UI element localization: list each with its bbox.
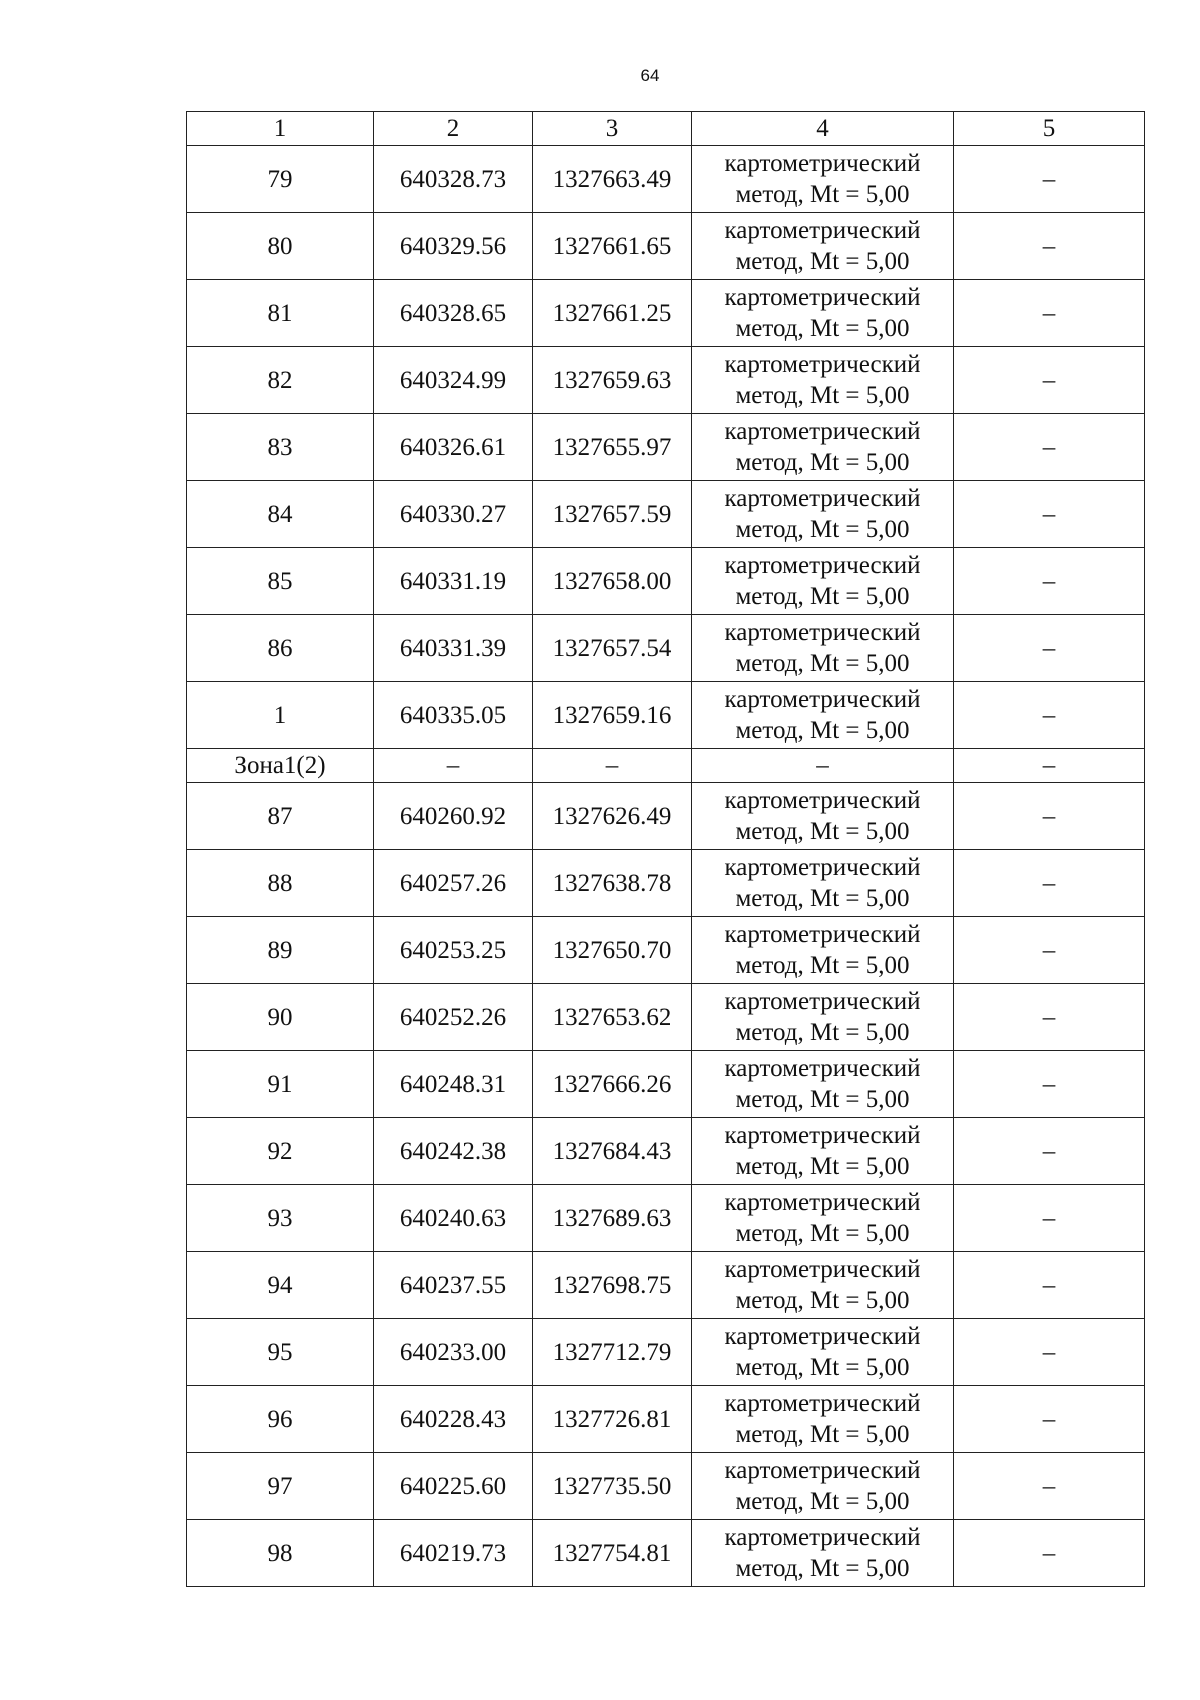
x-coordinate-cell: 640326.61 [374, 414, 533, 481]
point-number-cell: 80 [187, 213, 374, 280]
x-coordinate-cell: 640331.39 [374, 615, 533, 682]
y-coordinate-cell: 1327735.50 [533, 1453, 692, 1520]
dash-cell: – [954, 1453, 1145, 1520]
table-row [187, 984, 1145, 1051]
column-header: 3 [533, 112, 692, 146]
x-coordinate-cell: 640328.73 [374, 146, 533, 213]
method-line-2: метод, Mt = 5,00 [735, 1421, 910, 1448]
x-coordinate-cell: 640242.38 [374, 1118, 533, 1185]
table-row [187, 213, 1145, 280]
column-header: 5 [954, 112, 1145, 146]
y-coordinate-cell: 1327658.00 [533, 548, 692, 615]
method-line-2: метод, Mt = 5,00 [735, 1555, 910, 1582]
method-line-1: картометрический [724, 1524, 921, 1551]
dash-cell: – [954, 917, 1145, 984]
x-coordinate-cell: 640335.05 [374, 682, 533, 749]
method-line-1: картометрический [724, 1122, 921, 1149]
method-cell [692, 615, 954, 682]
dash-cell: – [954, 615, 1145, 682]
method-line-2: метод, Mt = 5,00 [735, 818, 910, 845]
method-line-1: картометрический [724, 1189, 921, 1216]
table-row [187, 1051, 1145, 1118]
y-coordinate-cell: 1327659.16 [533, 682, 692, 749]
method-cell [692, 1252, 954, 1319]
method-cell [692, 1051, 954, 1118]
dash-cell: – [954, 1319, 1145, 1386]
table-row [187, 1319, 1145, 1386]
table-row [187, 548, 1145, 615]
point-number-cell: 85 [187, 548, 374, 615]
point-number-cell: 81 [187, 280, 374, 347]
point-number-cell: 82 [187, 347, 374, 414]
y-coordinate-cell: 1327712.79 [533, 1319, 692, 1386]
y-coordinate-cell: 1327684.43 [533, 1118, 692, 1185]
page-number: 64 [640, 66, 660, 85]
zone-row [187, 749, 1145, 783]
table-row [187, 850, 1145, 917]
method-line-1: картометрический [724, 351, 921, 378]
x-coordinate-cell: 640324.99 [374, 347, 533, 414]
y-coordinate-cell: 1327657.59 [533, 481, 692, 548]
point-number-cell: 89 [187, 917, 374, 984]
method-line-1: картометрический [724, 217, 921, 244]
column-header: 4 [692, 112, 954, 146]
point-number-cell: 92 [187, 1118, 374, 1185]
y-coordinate-cell: 1327626.49 [533, 783, 692, 850]
dash-cell: – [692, 749, 954, 783]
table-row [187, 682, 1145, 749]
method-line-2: метод, Mt = 5,00 [735, 181, 910, 208]
method-cell [692, 414, 954, 481]
table-row [187, 615, 1145, 682]
dash-cell: – [954, 213, 1145, 280]
y-coordinate-cell: 1327698.75 [533, 1252, 692, 1319]
dash-cell: – [954, 1118, 1145, 1185]
dash-cell: – [954, 481, 1145, 548]
point-number-cell: 95 [187, 1319, 374, 1386]
table-row [187, 1386, 1145, 1453]
method-line-1: картометрический [724, 1256, 921, 1283]
method-line-1: картометрический [724, 284, 921, 311]
x-coordinate-cell: 640237.55 [374, 1252, 533, 1319]
method-cell [692, 280, 954, 347]
dash-cell: – [954, 146, 1145, 213]
x-coordinate-cell: 640260.92 [374, 783, 533, 850]
method-line-1: картометрический [724, 552, 921, 579]
method-line-1: картометрический [724, 485, 921, 512]
method-line-2: метод, Mt = 5,00 [735, 1086, 910, 1113]
point-number-cell: 83 [187, 414, 374, 481]
point-number-cell: 97 [187, 1453, 374, 1520]
column-header: 2 [374, 112, 533, 146]
y-coordinate-cell: 1327661.25 [533, 280, 692, 347]
dash-cell: – [954, 347, 1145, 414]
x-coordinate-cell: 640252.26 [374, 984, 533, 1051]
coordinates-table-body [187, 112, 1145, 1587]
x-coordinate-cell: 640257.26 [374, 850, 533, 917]
point-number-cell: 87 [187, 783, 374, 850]
y-coordinate-cell: 1327726.81 [533, 1386, 692, 1453]
x-coordinate-cell: 640225.60 [374, 1453, 533, 1520]
x-coordinate-cell: 640253.25 [374, 917, 533, 984]
method-cell [692, 1453, 954, 1520]
point-number-cell: 91 [187, 1051, 374, 1118]
table-row [187, 280, 1145, 347]
y-coordinate-cell: 1327650.70 [533, 917, 692, 984]
table-row [187, 1185, 1145, 1252]
x-coordinate-cell: 640228.43 [374, 1386, 533, 1453]
dash-cell: – [954, 783, 1145, 850]
dash-cell: – [954, 984, 1145, 1051]
dash-cell: – [954, 682, 1145, 749]
method-cell [692, 1520, 954, 1587]
method-line-1: картометрический [724, 921, 921, 948]
point-number-cell: 96 [187, 1386, 374, 1453]
table-row [187, 1118, 1145, 1185]
table-row [187, 1453, 1145, 1520]
table-row [187, 347, 1145, 414]
x-coordinate-cell: 640219.73 [374, 1520, 533, 1587]
coordinates-table [186, 111, 1145, 1587]
method-line-1: картометрический [724, 1390, 921, 1417]
method-line-2: метод, Mt = 5,00 [735, 583, 910, 610]
method-line-2: метод, Mt = 5,00 [735, 248, 910, 275]
y-coordinate-cell: 1327661.65 [533, 213, 692, 280]
point-number-cell: 90 [187, 984, 374, 1051]
method-cell [692, 850, 954, 917]
dash-cell: – [374, 749, 533, 783]
method-cell [692, 783, 954, 850]
method-line-2: метод, Mt = 5,00 [735, 885, 910, 912]
method-line-1: картометрический [724, 1323, 921, 1350]
point-number-cell: 1 [187, 682, 374, 749]
method-cell [692, 146, 954, 213]
dash-cell: – [954, 749, 1145, 783]
method-cell [692, 1386, 954, 1453]
method-line-1: картометрический [724, 619, 921, 646]
dash-cell: – [954, 548, 1145, 615]
method-line-1: картометрический [724, 1055, 921, 1082]
method-line-1: картометрический [724, 150, 921, 177]
method-line-2: метод, Mt = 5,00 [735, 516, 910, 543]
y-coordinate-cell: 1327754.81 [533, 1520, 692, 1587]
method-line-1: картометрический [724, 418, 921, 445]
method-cell [692, 917, 954, 984]
method-line-2: метод, Mt = 5,00 [735, 1287, 910, 1314]
point-number-cell: 94 [187, 1252, 374, 1319]
method-cell [692, 1185, 954, 1252]
dash-cell: – [954, 1051, 1145, 1118]
x-coordinate-cell: 640328.65 [374, 280, 533, 347]
table-row [187, 1520, 1145, 1587]
y-coordinate-cell: 1327655.97 [533, 414, 692, 481]
zone-label: Зона1(2) [187, 749, 374, 783]
x-coordinate-cell: 640330.27 [374, 481, 533, 548]
x-coordinate-cell: 640329.56 [374, 213, 533, 280]
method-line-2: метод, Mt = 5,00 [735, 449, 910, 476]
method-line-1: картометрический [724, 1457, 921, 1484]
point-number-cell: 79 [187, 146, 374, 213]
method-line-1: картометрический [724, 787, 921, 814]
method-cell [692, 984, 954, 1051]
header-row [187, 112, 1145, 146]
x-coordinate-cell: 640248.31 [374, 1051, 533, 1118]
method-cell [692, 548, 954, 615]
method-cell [692, 347, 954, 414]
dash-cell: – [533, 749, 692, 783]
dash-cell: – [954, 414, 1145, 481]
table-row [187, 783, 1145, 850]
method-line-1: картометрический [724, 988, 921, 1015]
dash-cell: – [954, 280, 1145, 347]
dash-cell: – [954, 1520, 1145, 1587]
method-line-2: метод, Mt = 5,00 [735, 1153, 910, 1180]
table-row [187, 481, 1145, 548]
y-coordinate-cell: 1327657.54 [533, 615, 692, 682]
dash-cell: – [954, 1185, 1145, 1252]
table-row [187, 917, 1145, 984]
y-coordinate-cell: 1327638.78 [533, 850, 692, 917]
method-line-2: метод, Mt = 5,00 [735, 1488, 910, 1515]
method-line-2: метод, Mt = 5,00 [735, 382, 910, 409]
point-number-cell: 88 [187, 850, 374, 917]
y-coordinate-cell: 1327689.63 [533, 1185, 692, 1252]
point-number-cell: 86 [187, 615, 374, 682]
column-header: 1 [187, 112, 374, 146]
point-number-cell: 84 [187, 481, 374, 548]
method-cell [692, 481, 954, 548]
method-line-2: метод, Mt = 5,00 [735, 952, 910, 979]
table-row [187, 414, 1145, 481]
method-line-1: картометрический [724, 854, 921, 881]
table-row [187, 146, 1145, 213]
dash-cell: – [954, 1386, 1145, 1453]
y-coordinate-cell: 1327659.63 [533, 347, 692, 414]
method-line-2: метод, Mt = 5,00 [735, 315, 910, 342]
method-cell [692, 213, 954, 280]
dash-cell: – [954, 1252, 1145, 1319]
method-line-1: картометрический [724, 686, 921, 713]
x-coordinate-cell: 640233.00 [374, 1319, 533, 1386]
method-cell [692, 682, 954, 749]
table-row [187, 1252, 1145, 1319]
point-number-cell: 93 [187, 1185, 374, 1252]
method-cell [692, 1319, 954, 1386]
point-number-cell: 98 [187, 1520, 374, 1587]
x-coordinate-cell: 640331.19 [374, 548, 533, 615]
method-line-2: метод, Mt = 5,00 [735, 717, 910, 744]
y-coordinate-cell: 1327666.26 [533, 1051, 692, 1118]
method-line-2: метод, Mt = 5,00 [735, 650, 910, 677]
dash-cell: – [954, 850, 1145, 917]
x-coordinate-cell: 640240.63 [374, 1185, 533, 1252]
y-coordinate-cell: 1327663.49 [533, 146, 692, 213]
method-line-2: метод, Mt = 5,00 [735, 1019, 910, 1046]
method-line-2: метод, Mt = 5,00 [735, 1220, 910, 1247]
y-coordinate-cell: 1327653.62 [533, 984, 692, 1051]
method-cell [692, 1118, 954, 1185]
method-line-2: метод, Mt = 5,00 [735, 1354, 910, 1381]
